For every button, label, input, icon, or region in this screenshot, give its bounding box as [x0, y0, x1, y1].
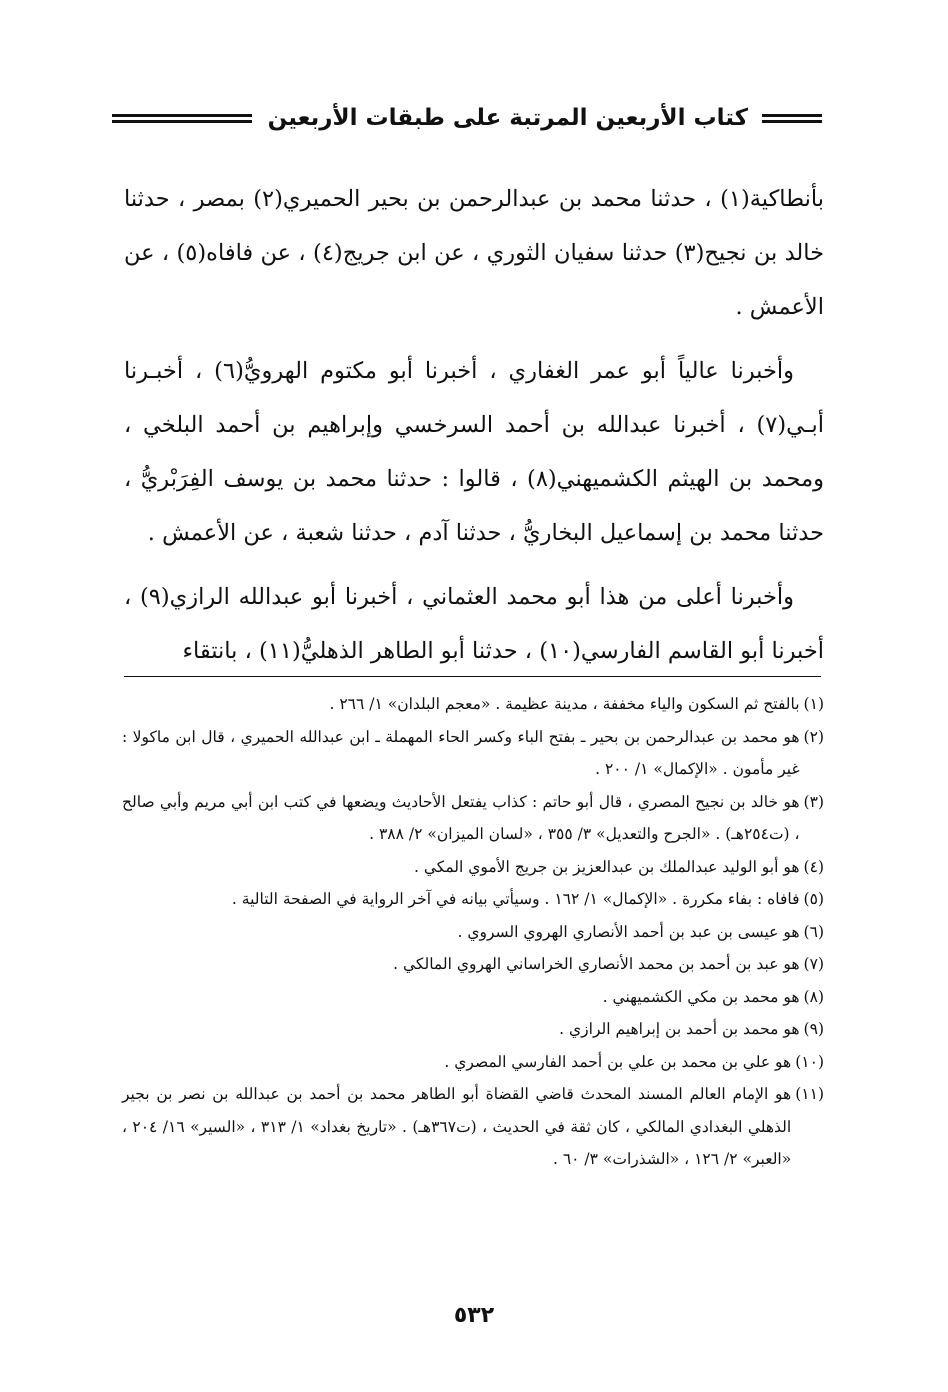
footnote	[122, 721, 824, 786]
footnote-text: هو الإمام العالم المسند المحدث قاضي القضاة أبو الطاهر محمد بن أحمد بن عبدالله بن نصر بن بجير الذهلي البغدادي المالكي ، كان ثقة في الحديث ، (ت٣٦٧هـ) . «تاريخ بغداد» ١/ ٣١٣ ، «السير» ١٦/ ٢٠٤ ، «العبر» ٢/ ١٢٦ ، «الشذرات» ٣/ ٦٠ .	[122, 1085, 792, 1168]
footnote-number: (٤)	[803, 857, 824, 876]
footnote-separator	[124, 676, 821, 677]
footnote	[122, 883, 824, 916]
footnote	[122, 948, 824, 981]
footnote-number: (٣)	[803, 792, 824, 811]
footnote-text: هو علي بن محمد بن علي بن أحمد الفارسي المصري .	[444, 1052, 792, 1071]
footnote-text: هو خالد بن نجيح المصري ، قال أبو حاتم : كذاب يفتعل الأحاديث ويضعها في كتب ابن أبي مريم وأبي صالح ، (ت٢٥٤هـ) . «الجرح والتعديل» ٣/ ٣٥٥ ، «لسان الميزان» ٢/ ٣٨٨ .	[122, 792, 800, 843]
footnote-number: (٧)	[803, 955, 824, 973]
main-paragraph: وأخبرنا أعلى من هذا أبو محمد العثماني ، أخبرنا أبو عبدالله الرازي(٩) ، أخبرنا أبو القاسم الفارسي(١٠) ، حدثنا أبو الطاهر الذهليُّ(١١) ، بانتقاء	[124, 584, 824, 664]
footnote-text: هو محمد بن مكي الكشميهني .	[602, 987, 800, 1006]
footnote-number: (١٠)	[795, 1052, 824, 1071]
footnote-text: هو عيسى بن عبد بن أحمد الأنصاري الهروي السروي .	[457, 922, 800, 941]
main-paragraph: بأنطاكية(١) ، حدثنا محمد بن عبدالرحمن بن بحير الحميري(٢) بمصر ، حدثنا خالد بن نجيح(٣) حدثنا سفيان الثوري ، عن ابن جريج(٤) ، عن فافاه(٥) ، عن الأعمش .	[124, 186, 825, 320]
footnote	[122, 688, 824, 721]
footnote-number: (١١)	[795, 1085, 824, 1103]
footnote-number: (٨)	[803, 987, 824, 1006]
main-text	[124, 172, 824, 678]
footnote-text: هو أبو الوليد عبدالملك بن عبدالعزيز بن جريج الأموي المكي .	[413, 857, 800, 876]
page-number: ٥٣٢	[453, 1303, 495, 1328]
footnote-number: (١)	[803, 695, 824, 713]
footnote	[122, 981, 824, 1014]
footnote-number: (٦)	[803, 922, 824, 941]
footnote-number: (٩)	[803, 1020, 824, 1038]
footnote-number: (٢)	[803, 727, 824, 746]
header-rule-right	[762, 114, 822, 123]
running-header	[112, 98, 822, 138]
footnote-text: هو محمد بن أحمد بن إبراهيم الرازي .	[559, 1020, 800, 1038]
footnote-number: (٥)	[803, 890, 824, 908]
header-rule-left	[112, 114, 252, 123]
footnote-text: هو عبد بن أحمد بن محمد الأنصاري الخراساني الهروي المالكي .	[393, 955, 800, 973]
footnote	[122, 1078, 824, 1176]
main-paragraph: وأخبرنا عالياً أبو عمر الغفاري ، أخبرنا أبو مكتوم الهرويُّ(٦) ، أخبـرنا أبـي(٧) ، أخبرنا عبدالله بن أحمد السرخسي وإبراهيم بن أحمد البلخي ، ومحمد بن الهيثم الكشميهني(٨) ، قالوا : حدثنا محمد بن يوسف الفِرَبْريُّ ، حدثنا محمد بن إسماعيل البخاريُّ ، حدثنا آدم ، حدثنا شعبة ، عن الأعمش .	[124, 358, 824, 546]
header-title: كتاب الأربعين المرتبة على طبقات الأربعين	[267, 105, 748, 131]
footnote	[122, 851, 824, 884]
footnote	[122, 1046, 824, 1079]
footnote	[122, 1013, 824, 1046]
footnote	[122, 916, 824, 949]
footnote-text: فافاه : بفاء مكررة . «الإكمال» ١/ ١٦٢ . وسيأتي بيانه في آخر الرواية في الصفحة التالية .	[231, 890, 800, 908]
footnotes	[122, 688, 824, 1176]
footnote	[122, 786, 824, 851]
footnote-text: هو محمد بن عبدالرحمن بن بحير ـ بفتح الباء وكسر الحاء المهملة ـ ابن عبدالله الحميري ، قال ابن ماكولا : غير مأمون . «الإكمال» ١/ ٢٠٠ .	[122, 727, 800, 778]
footnote-text: بالفتح ثم السكون والياء مخففة ، مدينة عظيمة . «معجم البلدان» ١/ ٢٦٦ .	[329, 695, 800, 713]
